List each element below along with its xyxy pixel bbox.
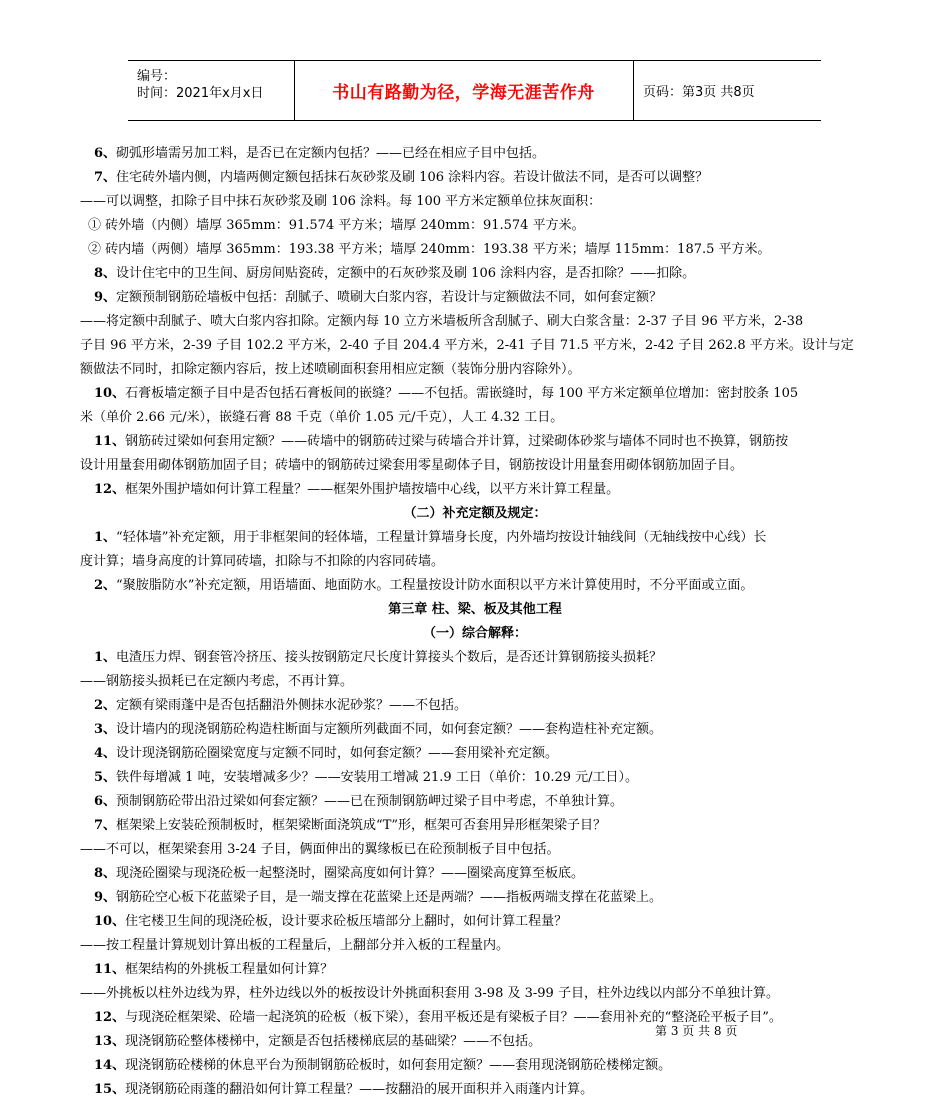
header-meta <box>128 61 295 120</box>
paragraph-line: ——将定额中刮腻子、喷大白浆内容扣除。定额内每 10 立方米墙板所含刮腻子、刷大白浆含量：2-37 子目 96 平方米，2-38 <box>80 314 804 329</box>
paragraph-line: 15、现浇钢筋砼雨蓬的翻沿如何计算工程量？——按翻沿的展开面积并入雨蓬内计算。 <box>94 1082 594 1097</box>
paragraph-line: 9、定额预制钢筋砼墙板中包括：刮腻子、喷刷大白浆内容，若设计与定额做法不同，如何套定额？ <box>94 290 663 305</box>
paragraph-line: 6、砌弧形墙需另加工料，是否已在定额内包括？——已经在相应子目中包括。 <box>94 146 546 161</box>
paragraph-line: ——钢筋接头损耗已在定额内考虑，不再计算。 <box>80 674 354 689</box>
paragraph-line: 6、预制钢筋砼带出沿过梁如何套定额？——已在预制钢筋岬过梁子目中考虑，不单独计算。 <box>94 794 624 809</box>
paragraph-line: 米（单价 2.66 元/米），嵌缝石膏 88 千克（单价 1.05 元/千克），人工 4.32 工日。 <box>80 410 564 425</box>
paragraph-line: 11、钢筋砖过梁如何套用定额？——砖墙中的钢筋砖过梁与砖墙合并计算，过梁砌体砂浆与墙体不同时也不换算，钢筋按 <box>94 434 789 449</box>
number-label: 编号： <box>137 69 177 84</box>
paragraph-line: ② 砖内墙（两侧）墙厚 365mm：193.38 平方米；墙厚 240mm：193.38 平方米；墙厚 115mm：187.5 平方米。 <box>88 242 771 257</box>
paragraph-line: 8、现浇砼圈梁与现浇砼板一起整浇时，圈梁高度如何计算？——圈梁高度算至板底。 <box>94 866 585 881</box>
paragraph-line: ——按工程量计算规划计算出板的工程量后，上翻部分并入板的工程量内。 <box>80 938 510 953</box>
paragraph-line: ——不可以，框架梁套用 3-24 子目，俩面伸出的翼缘板已在砼预制板子目中包括。 <box>80 842 560 857</box>
paragraph-line: 9、钢筋砼空心板下花蓝梁子目，是一端支撑在花蓝梁上还是两端？——指板两端支撑在花蓝梁上。 <box>94 890 663 905</box>
paragraph-line: ① 砖外墙（内侧）墙厚 365mm：91.574 平方米；墙厚 240mm：91.574 平方米。 <box>88 218 585 233</box>
paragraph-line: 4、设计现浇钢筋砼圈梁宽度与定额不同时，如何套定额？——套用梁补充定额。 <box>94 746 559 761</box>
paragraph-line: ——可以调整，扣除子目中抹石灰砂浆及刷 106 涂料。每 100 平方米定额单位抹灰面积： <box>80 194 602 209</box>
paragraph-line: 1、电渣压力焊、钢套管冷挤压、接头按钢筋定尺长度计算接头个数后，是否还计算钢筋接头损耗？ <box>94 650 663 665</box>
paragraph-line: 5、铁件每增减 1 吨，安装增减多少？——安装用工增减 21.9 工日（单价：10.29 元/工日）。 <box>94 770 639 785</box>
paragraph-line: 2、“聚胺脂防水”补充定额，用语墙面、地面防水。工程量按设计防水面积以平方米计算使用时，不分平面或立面。 <box>94 578 754 593</box>
header-motto: 书山有路勤为径，学海无涯苦作舟 <box>294 61 634 120</box>
paragraph-line: 7、住宅砖外墙内侧，内墙两侧定额包括抹石灰砂浆及刷 106 涂料内容。若设计做法不同，是否可以调整？ <box>94 170 709 185</box>
paragraph-line: 12、与现浇砼框架梁、砼墙一起浇筑的砼板（板下梁），套用平板还是有梁板子目？——套用补充的“整浇砼平板子目”。 <box>94 1010 782 1025</box>
paragraph-line: 2、定额有梁雨蓬中是否包括翻沿外侧抹水泥砂浆？——不包括。 <box>94 698 468 713</box>
paragraph-line: 14、现浇钢筋砼楼梯的休息平台为预制钢筋砼板时，如何套用定额？——套用现浇钢筋砼楼梯定额。 <box>94 1058 672 1073</box>
paragraph-line: 10、石膏板墙定额子目中是否包括石膏板间的嵌缝？——不包括。需嵌缝时，每 100 平方米定额单位增加：密封胶条 105 <box>94 386 799 401</box>
time-label: 时间：2021年x月x日 <box>137 86 264 101</box>
paragraph-line: 额做法不同时，扣除定额内容后，按上述喷刷面积套用相应定额（装饰分册内容除外）。 <box>80 362 581 377</box>
page-footer: 第 3 页 共 8 页 <box>655 1024 738 1038</box>
paragraph-line: 10、住宅楼卫生间的现浇砼板，设计要求砼板压墙部分上翻时，如何计算工程量？ <box>94 914 568 929</box>
section-heading: （一）综合解释： <box>422 626 527 641</box>
paragraph-line: 8、设计住宅中的卫生间、厨房间贴瓷砖，定额中的石灰砂浆及刷 106 涂料内容，是否扣除？——扣除。 <box>94 266 696 281</box>
paragraph-line: 1、“轻体墙”补充定额，用于非框架间的轻体墙，工程量计算墙身长度，内外墙均按设计轴线间（无轴线按中心线）长 <box>94 530 767 545</box>
section-heading: （二）补充定额及规定： <box>403 506 547 521</box>
paragraph-line: ——外挑板以柱外边线为界，柱外边线以外的板按设计外挑面积套用 3-98 及 3-99 子目，柱外边线以内部分不单独计算。 <box>80 986 779 1001</box>
paragraph-line: 12、框架外围护墙如何计算工程量？——框架外围护墙按墙中心线，以平方米计算工程量。 <box>94 482 620 497</box>
paragraph-line: 13、现浇钢筋砼整体楼梯中，定额是否包括楼梯底层的基础梁？——不包括。 <box>94 1034 542 1049</box>
paragraph-line: 度计算；墙身高度的计算同砖墙，扣除与不扣除的内容同砖墙。 <box>80 554 445 569</box>
page-header <box>128 60 821 121</box>
paragraph-line: 设计用量套用砌体钢筋加固子目；砖墙中的钢筋砖过梁套用零星砌体子目，钢筋按设计用量套用砌体钢筋加固子目。 <box>80 458 744 473</box>
paragraph-line: 7、框架梁上安装砼预制板时，框架梁断面浇筑成“T”形，框架可否套用异形框架梁子目？ <box>94 818 607 833</box>
paragraph-line: 3、设计墙内的现浇钢筋砼构造柱断面与定额所列截面不同，如何套定额？——套构造柱补充定额。 <box>94 722 663 737</box>
header-page-label: 页码：第3页 共8页 <box>643 85 755 100</box>
chapter-heading: 第三章 柱、梁、板及其他工程 <box>388 602 562 617</box>
paragraph-line: 子目 96 平方米，2-39 子目 102.2 平方米，2-40 子目 204.4 平方米，2-41 子目 71.5 平方米，2-42 子目 262.8 平方米。设计与定 <box>80 338 854 353</box>
paragraph-line: 11、框架结构的外挑板工程量如何计算？ <box>94 962 334 977</box>
